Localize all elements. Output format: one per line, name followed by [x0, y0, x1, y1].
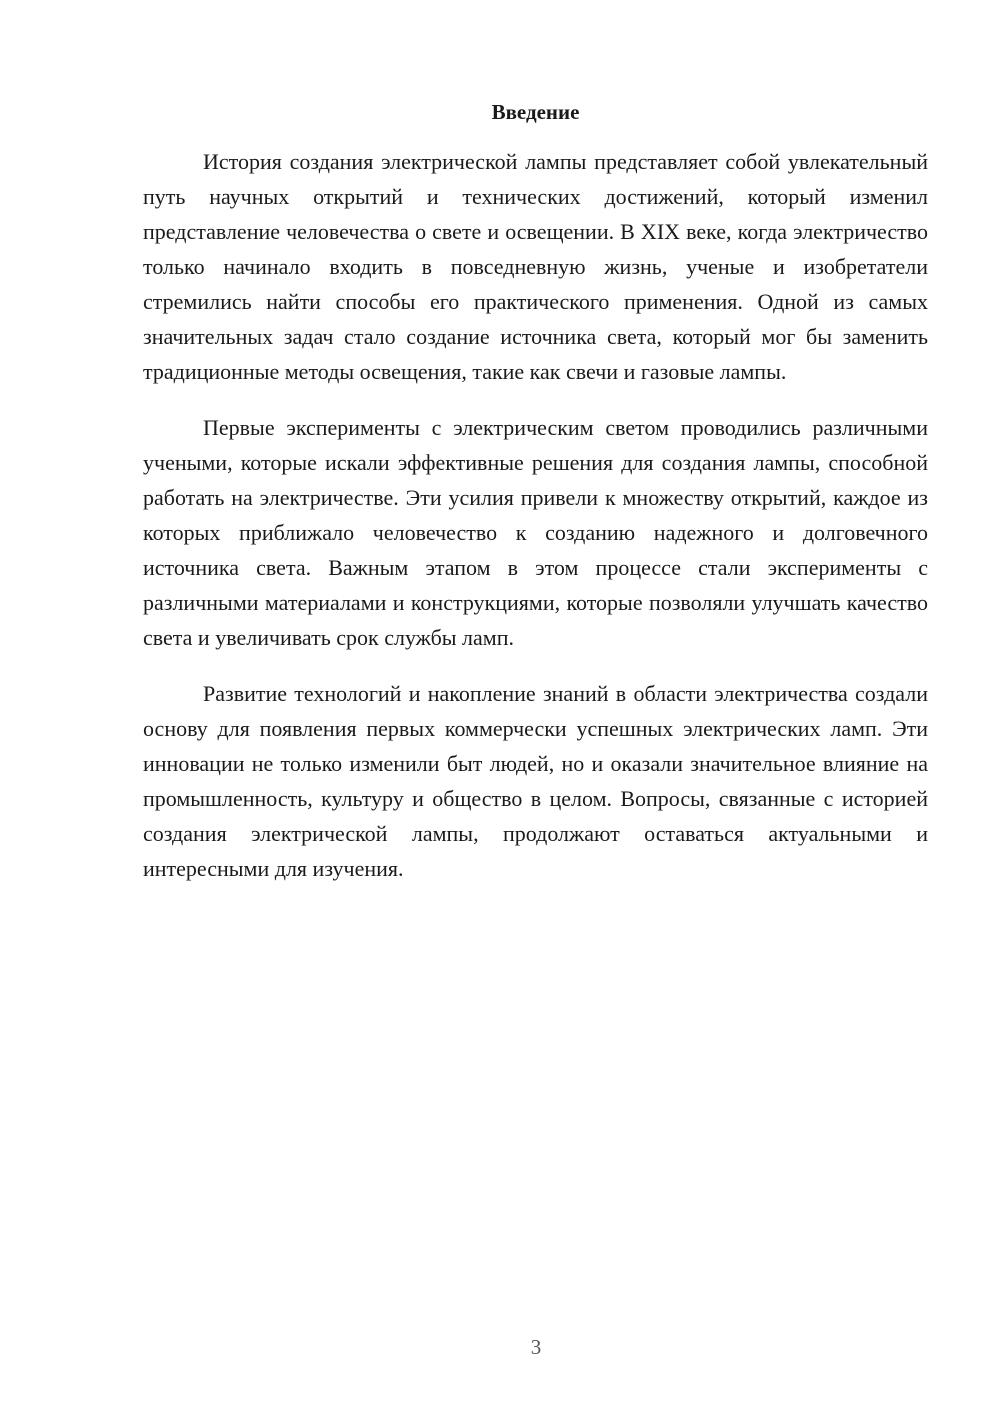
page-number: 3: [530, 1335, 542, 1359]
page-content: [143, 98, 928, 907]
section-heading: Введение: [491, 100, 580, 124]
paragraph-2: Первые эксперименты с электрическим светом проводились различными учеными, которые искали эффективные решения для создания лампы, способной работать на электричестве. Эти усилия привели к множеству открытий, каждое из которых приближало человечество к созданию надежного и долговечного источника света. Важным этапом в этом процессе стали эксперименты с различными материалами и конструкциями, которые позволяли улучшать качество света и увеличивать срок службы ламп.: [143, 415, 928, 650]
paragraph-3: Развитие технологий и накопление знаний в области электричества создали основу для появления первых коммерчески успешных электрических ламп. Эти инновации не только изменили быт людей, но и оказали значительное влияние на промышленность, культуру и общество в целом. Вопросы, связанные с историей создания электрической лампы, продолжают оставаться актуальными и интересными для изучения.: [143, 681, 928, 881]
paragraph-1: История создания электрической лампы представляет собой увлекательный путь научных открытий и технических достижений, который изменил представление человечества о свете и освещении. В XIX веке, когда электричество только начинало входить в повседневную жизнь, ученые и изобретатели стремились найти способы его практического применения. Одной из самых значительных задач стало создание источника света, который мог бы заменить традиционные методы освещения, такие как свечи и газовые лампы.: [143, 149, 928, 384]
